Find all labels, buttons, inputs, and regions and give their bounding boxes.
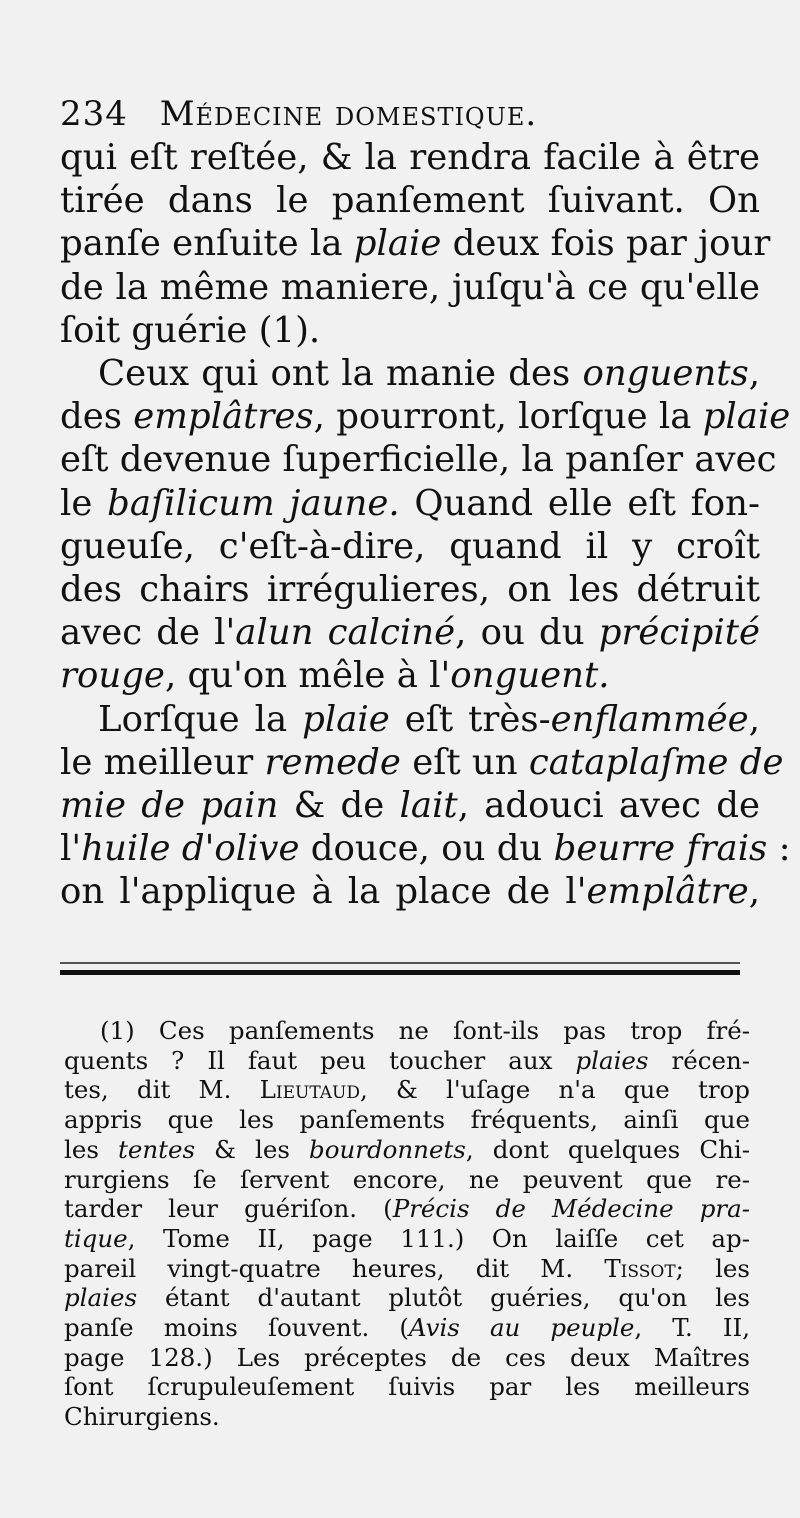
text-run: ,	[748, 353, 760, 395]
text-run: on l'applique à la place de l'	[60, 871, 587, 913]
body-line	[60, 870, 760, 913]
text-run: pareil vingt-quatre heures, dit M.	[64, 1253, 605, 1283]
text-run: , T. II,	[634, 1313, 750, 1343]
text-run: étant d'autant plutôt guéries, qu'on les	[137, 1283, 750, 1313]
text-run: le meilleur	[60, 741, 265, 783]
italic-text: Avis au peuple	[408, 1313, 635, 1343]
italic-text: emplâtres	[133, 396, 314, 438]
italic-text: enflammée	[550, 698, 749, 740]
body-line	[60, 611, 760, 654]
running-title: Médecine domestique.	[159, 94, 538, 134]
italic-text: plaie	[353, 223, 442, 265]
text-run: des chairs irrégulieres, on les détruit	[60, 569, 760, 611]
footnote-line	[64, 1313, 750, 1343]
text-run: , & l'uſage n'a que trop	[360, 1075, 750, 1105]
italic-text: plaies	[575, 1045, 649, 1075]
text-run: douce, ou du	[299, 828, 554, 870]
text-run: :	[767, 828, 791, 870]
text-run: Tissot	[604, 1253, 676, 1283]
text-run: gueuſe, c'eſt-à-dire, quand il y croît	[60, 525, 760, 567]
body-line	[60, 352, 760, 395]
footnote-line	[64, 1224, 750, 1254]
footnote-line	[64, 1372, 750, 1402]
footnote-line	[64, 1165, 750, 1195]
text-run: Ceux qui ont la manie des	[98, 353, 583, 395]
text-run: , adouci avec de	[457, 785, 760, 827]
body-line	[60, 568, 760, 611]
text-run: l'	[60, 828, 82, 870]
body-line	[60, 784, 760, 827]
text-run: avec de l'	[60, 612, 236, 654]
text-run: tirée dans le panſement ſuivant. On	[60, 180, 760, 222]
text-run: ſoit guérie (1).	[60, 309, 321, 351]
italic-text: alun calciné	[235, 612, 456, 654]
text-run: appris que les panſements fréquents, ainſi que	[64, 1105, 750, 1135]
body-line	[60, 222, 771, 265]
italic-text: bourdonnets	[309, 1134, 466, 1164]
text-run: panſe enſuite la	[60, 223, 354, 265]
footnote-rule-thin	[60, 962, 740, 964]
italic-text: tique	[64, 1223, 128, 1253]
footnote-line	[64, 1402, 750, 1432]
italic-text: mie de pain	[60, 785, 279, 827]
text-run: ,	[748, 698, 760, 740]
text-run: , dont quelques Chi-	[465, 1134, 750, 1164]
italic-text: précipité	[598, 612, 760, 654]
italic-text: Précis de Médecine pra-	[392, 1194, 750, 1224]
text-run: page 128.) Les préceptes de ces deux Maîtres	[64, 1342, 750, 1372]
body-line	[60, 136, 760, 179]
footnote-line	[64, 1283, 750, 1313]
italic-text: baſilicum jaune.	[107, 482, 400, 524]
italic-text: cataplaſme de	[528, 741, 784, 783]
text-run: rurgiens ſe ſervent encore, ne peuvent que re-	[64, 1164, 750, 1194]
text-run: de la même maniere, juſqu'à ce qu'elle	[60, 266, 760, 308]
text-run: deux fois par jour	[441, 223, 771, 265]
footnote-line	[64, 1194, 750, 1224]
text-run: tes, dit M.	[64, 1075, 260, 1105]
text-run: & les	[195, 1134, 310, 1164]
text-run: qui eſt reſtée, & la rendra facile à être	[60, 137, 760, 178]
footnote-line	[64, 1343, 750, 1373]
italic-text: onguent.	[450, 655, 610, 697]
text-run: ſont ſcrupuleuſement ſuivis par les meilleurs	[64, 1372, 750, 1402]
italic-text: plaie	[302, 698, 390, 740]
body-line	[60, 309, 760, 352]
body-line	[60, 179, 760, 222]
text-run: tarder leur guériſon. (	[64, 1194, 393, 1224]
text-run: panſe moins ſouvent. (	[64, 1313, 409, 1343]
italic-text: beurre frais	[553, 828, 768, 870]
text-run: eſt devenue ſuperficielle, la panſer avec	[60, 439, 777, 481]
text-run: eſt très-	[389, 698, 551, 740]
italic-text: lait	[399, 785, 458, 827]
text-run: récen-	[648, 1045, 751, 1075]
body-line	[60, 482, 760, 525]
footnote-line	[64, 1075, 750, 1105]
text-run: & de	[278, 785, 400, 827]
italic-text: emplâtre	[586, 871, 749, 913]
body-line	[60, 654, 760, 697]
text-run: quents ? Il faut peu toucher aux	[64, 1045, 576, 1075]
body-text	[60, 136, 791, 914]
footnote-rule-thick	[60, 970, 740, 975]
footnote	[64, 1016, 750, 1432]
body-line	[60, 698, 760, 741]
text-run: , ou du	[455, 612, 599, 654]
footnote-line	[64, 1016, 750, 1046]
footnote-line	[64, 1105, 750, 1135]
text-run: eſt un	[400, 741, 529, 783]
page-number: 234	[60, 94, 128, 134]
text-run: ; les	[675, 1253, 750, 1283]
text-run: les	[64, 1134, 118, 1164]
footnote-line	[64, 1254, 750, 1284]
text-run: , Tome II, page 111.) On laiſſe cet ap-	[127, 1223, 750, 1253]
text-run: le	[60, 482, 108, 524]
text-run: Chirurgiens.	[64, 1402, 220, 1432]
italic-text: onguents	[582, 353, 749, 395]
text-run: , qu'on mêle à l'	[164, 655, 451, 697]
italic-text: plaie	[702, 396, 791, 438]
italic-text: rouge	[60, 655, 165, 697]
italic-text: plaies	[64, 1283, 138, 1313]
body-line	[60, 266, 760, 309]
italic-text: remede	[264, 741, 401, 783]
italic-text: tentes	[118, 1134, 196, 1164]
italic-text: huile d'olive	[81, 828, 300, 870]
footnote-line	[64, 1135, 750, 1165]
text-run: (1) Ces panſements ne ſont-ils pas trop fré-	[100, 1016, 750, 1045]
text-run: , pourront, lorſque la	[313, 396, 703, 438]
body-line	[60, 438, 777, 481]
footnote-line	[64, 1046, 750, 1076]
text-run: des	[60, 396, 134, 438]
body-line	[60, 827, 791, 870]
body-line	[60, 741, 784, 784]
text-run: Lorſque la	[98, 698, 303, 740]
text-run: Quand elle eſt fon-	[399, 482, 760, 524]
running-header	[60, 94, 760, 138]
text-run: Lieutaud	[259, 1075, 360, 1105]
body-line	[60, 525, 760, 568]
text-run: ,	[748, 871, 760, 913]
body-line	[60, 395, 791, 438]
